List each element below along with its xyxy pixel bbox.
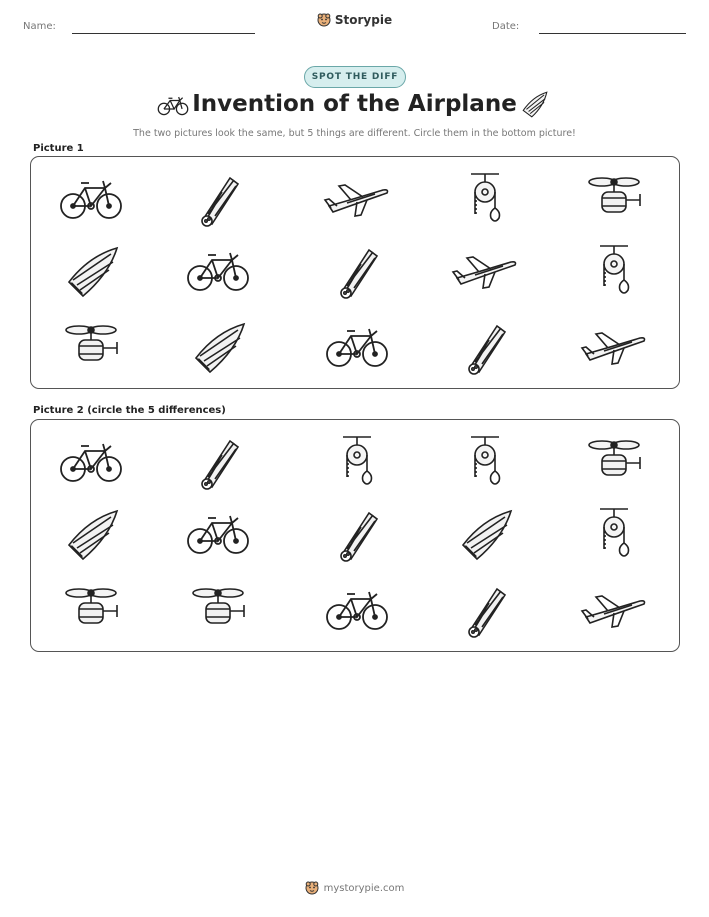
propeller-icon[interactable] xyxy=(178,581,258,637)
bicycle-icon xyxy=(178,242,258,298)
footer xyxy=(0,881,709,895)
name-label: Name: xyxy=(23,21,56,32)
bicycle-icon[interactable] xyxy=(178,505,258,561)
propeller-icon[interactable] xyxy=(51,581,131,637)
plane-icon xyxy=(445,242,525,298)
pulley-icon[interactable] xyxy=(317,433,397,489)
picture2-panel[interactable] xyxy=(30,419,680,652)
pulley-icon xyxy=(574,242,654,298)
pulley-icon xyxy=(445,170,525,226)
bicycle-icon[interactable] xyxy=(51,433,131,489)
activity-badge: SPOT THE DIFF xyxy=(304,66,406,88)
plane-icon[interactable] xyxy=(574,581,654,637)
footer-url[interactable]: mystorypie.com xyxy=(323,882,405,894)
rope-icon[interactable] xyxy=(317,505,397,561)
wing-icon[interactable] xyxy=(445,505,525,561)
propeller-icon[interactable] xyxy=(574,433,654,489)
name-line[interactable] xyxy=(72,33,255,34)
rope-icon[interactable] xyxy=(445,581,525,637)
wing-icon xyxy=(51,242,131,298)
date-label: Date: xyxy=(492,21,520,32)
page-title: Invention of the Airplane xyxy=(192,91,517,117)
storypie-mascot-icon xyxy=(317,13,331,27)
storypie-mascot-icon xyxy=(305,881,319,895)
wing-icon[interactable] xyxy=(51,505,131,561)
propeller-icon xyxy=(51,318,131,374)
propeller-icon xyxy=(574,170,654,226)
wing-icon xyxy=(178,318,258,374)
bicycle-icon xyxy=(317,318,397,374)
picture1-panel xyxy=(30,156,680,389)
date-line[interactable] xyxy=(539,33,686,34)
rope-icon xyxy=(178,170,258,226)
brand xyxy=(0,13,709,27)
bicycle-icon[interactable] xyxy=(317,581,397,637)
plane-icon xyxy=(574,318,654,374)
rope-icon xyxy=(445,318,525,374)
rope-icon xyxy=(317,242,397,298)
rope-icon[interactable] xyxy=(178,433,258,489)
pulley-icon[interactable] xyxy=(445,433,525,489)
pulley-icon[interactable] xyxy=(574,505,654,561)
plane-icon xyxy=(317,170,397,226)
picture2-label: Picture 2 (circle the 5 differences) xyxy=(33,405,226,416)
bicycle-icon xyxy=(51,170,131,226)
instructions: The two pictures look the same, but 5 things are different. Circle them in the bottom picture! xyxy=(133,128,576,139)
brand-name: Storypie xyxy=(334,13,393,27)
picture1-label: Picture 1 xyxy=(33,143,84,154)
wing-icon xyxy=(519,89,551,119)
